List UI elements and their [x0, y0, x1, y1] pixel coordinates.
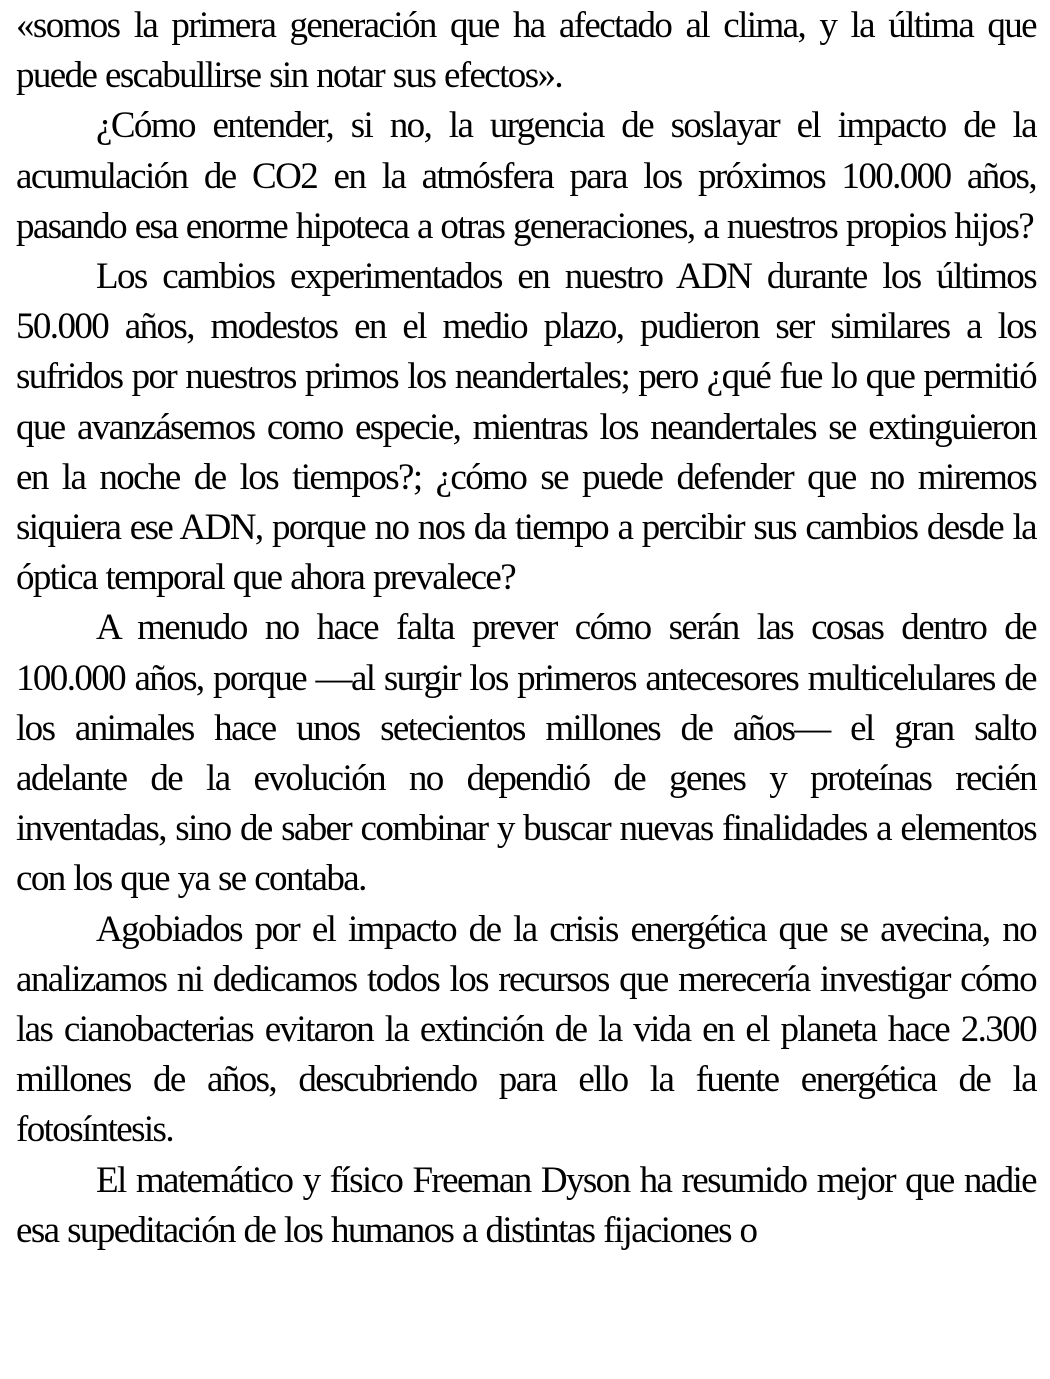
paragraph-energy-crisis: Agobiados por el impacto de la crisis energética que se avecina, no analizamos ni dedicamos todos los recursos que merecería investigar cómo las cianobacterias evitaron la extinción de la vida en el planeta hace 2.300 millones de años, descubriendo para ello la fuente energética de la fotosíntesis. — [16, 908, 1036, 1151]
paragraph-dna-changes: Los cambios experimentados en nuestro ADN durante los últimos 50.000 años, modestos en el medio plazo, pudieron ser similares a los sufridos por nuestros primos los neandertales; pero ¿qué fue lo que permitió que avanzásemos como especie, mientras los neandertales se extinguieron en la noche de los tiempos?; ¿cómo se puede defender que no miremos siquiera ese ADN, porque no nos da tiempo a percibir sus cambios desde la óptica temporal que ahora prevalece? — [16, 256, 1036, 599]
paragraph-evolution-leap: A menudo no hace falta prever cómo serán las cosas dentro de 100.000 años, porque —al surgir los primeros antecesores multicelulares de los animales hace unos setecientos millones de años— el gran salto adelante de la evolución no dependió de genes y proteínas recién inventadas, sino de saber combinar y buscar nuevas finalidades a elementos con los que ya se contaba. — [16, 607, 1036, 900]
paragraph-freeman-dyson: El matemático y físico Freeman Dyson ha resumido mejor que nadie esa supeditación de los humanos a distintas fijaciones o — [16, 1159, 1036, 1251]
paragraph-co2-urgency: ¿Cómo entender, si no, la urgencia de soslayar el impacto de la acumulación de CO2 en la atmósfera para los próximos 100.000 años, pasando esa enorme hipoteca a otras generaciones, a nuestros propios hijos? — [16, 105, 1036, 247]
paragraph-quote-continuation: «somos la primera generación que ha afectado al clima, y la última que puede escabullirse sin notar sus efectos». — [16, 5, 1036, 97]
book-page — [16, 0, 1036, 1256]
